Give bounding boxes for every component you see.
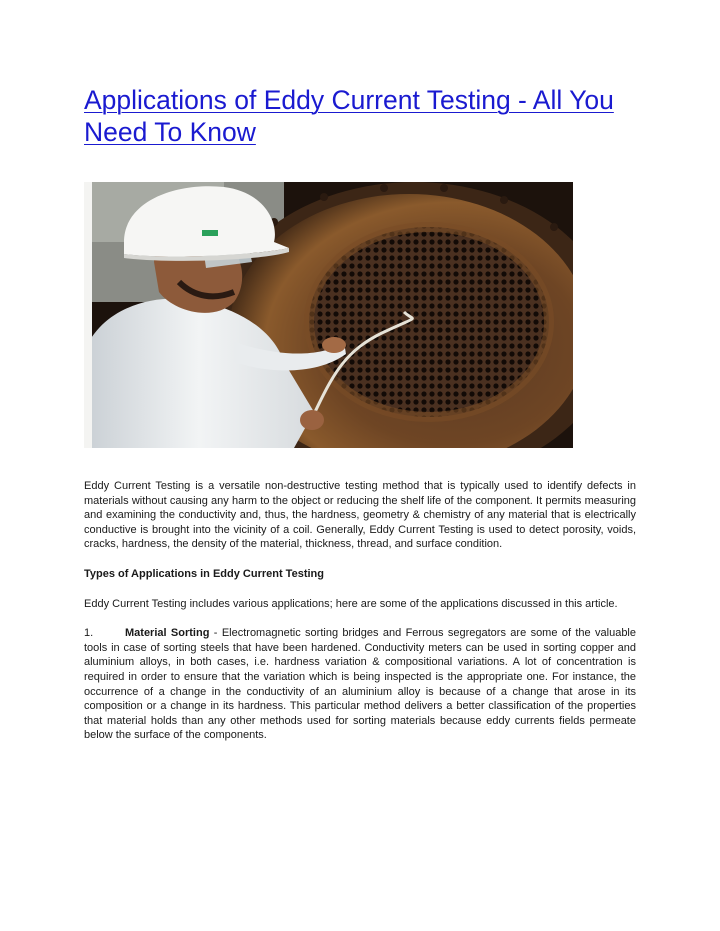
- list-item-term: Material Sorting: [125, 627, 210, 640]
- article-body: [84, 479, 636, 758]
- section-intro-paragraph: Eddy Current Testing includes various applications; here are some of the applications discussed in this article.: [84, 597, 618, 610]
- intro-lead-term: Eddy Current Testing: [84, 480, 191, 492]
- list-item: [84, 626, 636, 743]
- article-title-link[interactable]: Applications of Eddy Current Testing - All You Need To Know: [84, 85, 614, 147]
- intro-text: is a versatile non-destructive testing method that is typically used to identify defects in materials without causing any harm to the object or reducing the shelf life of the component. It permits measuring and examining the conductivity and, thus, the hardness, geometry & chemistry of any material that is electrically conductive is brought into the vicinity of a coil. Generally, Eddy Current Testing is used to detect porosity, voids, cracks, hardness, the density of the material, thickness, thread, and surface condition.: [84, 480, 636, 551]
- section-heading: Types of Applications in Eddy Current Testing: [84, 567, 324, 580]
- inspector-heat-exchanger-photo: [84, 182, 573, 448]
- list-item-number: 1.: [84, 627, 94, 640]
- list-item-text: - Electromagnetic sorting bridges and Ferrous segregators are some of the valuable tools in case of sorting steels that have been hardened. Conductivity meters can be used in sorting copper and aluminium alloys, in both cases, i.e. hardness variation & compositional variations. A lot of concentration is required in order to ensure that the variation which is being inspected is the appropriate one. For instance, the occurrence of a change in the conductivity of an aluminium alloy is because of a change that arose in its composition or a change in its hardness. This particular method delivers a better classification of the properties that material holds than any other methods used for sorting materials because eddy currents fields permeate below the surface of the components.: [84, 627, 636, 742]
- document-page: [84, 84, 636, 742]
- intro-paragraph: [84, 479, 636, 552]
